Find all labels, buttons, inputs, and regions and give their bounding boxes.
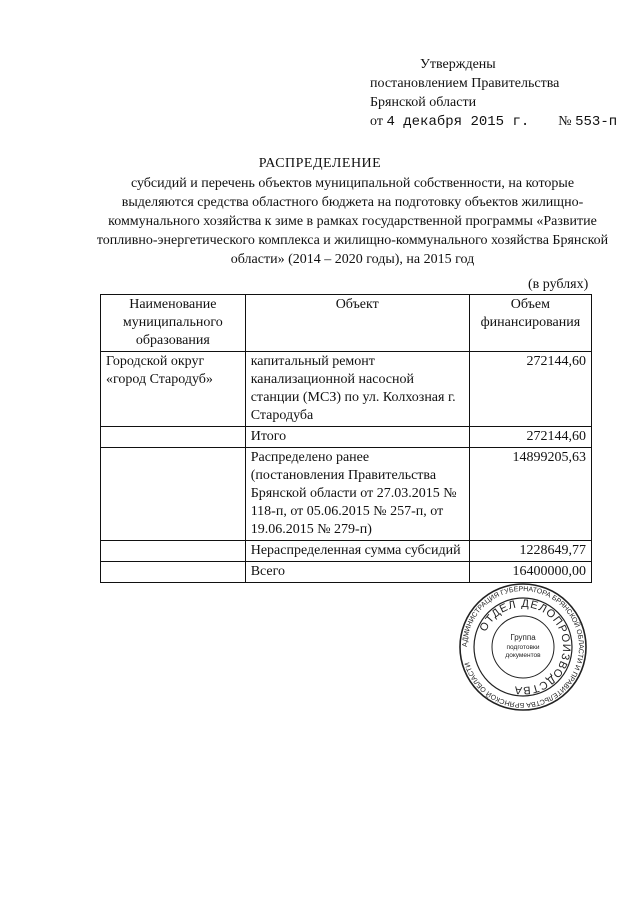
cell-amount: 272144,60 (469, 352, 591, 427)
cell-municipality: Городской округ «город Стародуб» (101, 352, 246, 427)
approval-line: Брянской области (370, 95, 477, 110)
cell-amount: 272144,60 (469, 427, 591, 448)
number-label: № (558, 114, 572, 129)
table-row (101, 352, 592, 427)
date-prefix: от (370, 114, 383, 129)
stamp-outer-text: АДМИНИСТРАЦИЯ ГУБЕРНАТОРА БРЯНСКОЙ ОБЛАСТИ И ПРАВИТЕЛЬСТВА БРЯНСКОЙ ОБЛАСТИ (461, 585, 585, 709)
approval-date: 4 декабря 2015 г. (386, 114, 530, 130)
approval-line: Утверждены (420, 57, 496, 72)
approval-block (370, 55, 617, 132)
column-header-municipality: Наименование муниципального образования (101, 295, 246, 352)
stamp-center-line: подготовки (506, 644, 540, 651)
cell-object: капитальный ремонт канализационной насосной станции (МСЗ) по ул. Колхозная г. Стародуба (245, 352, 469, 427)
cell-amount: 1228649,77 (469, 541, 591, 562)
table-row (101, 427, 592, 448)
column-header-amount: Объем финансирования (469, 295, 591, 352)
stamp-inner-text: ОТДЕЛ ДЕЛОПРОИЗВОДСТВА (477, 597, 573, 697)
column-header-object: Объект (245, 295, 469, 352)
cell-object: Всего (245, 562, 469, 583)
table-row (101, 541, 592, 562)
table-header-row (101, 295, 592, 352)
cell-object: Распределено ранее (постановления Правительства Брянской области от 27.03.2015 № 118-п, от 05.06.2015 № 257-п, от 19.06.2015 № 279-п) (245, 448, 469, 541)
approval-line: постановлением Правительства (370, 76, 560, 91)
document-subtitle: субсидий и перечень объектов муниципальной собственности, на которые выделяются средства областного бюджета на подготовку объектов жилищно-коммунального хозяйства к зиме в рамках государственной программы «Развитие топливно-энергетического комплекса и жилищно-коммунального хозяйства Брянской области» (2014 – 2020 годы), на 2015 год (96, 176, 609, 267)
cell-municipality (101, 427, 246, 448)
cell-amount: 16400000,00 (469, 562, 591, 583)
cell-amount: 14899205,63 (469, 448, 591, 541)
official-stamp (458, 582, 588, 712)
cell-municipality (101, 448, 246, 541)
cell-object: Итого (245, 427, 469, 448)
cell-municipality (101, 541, 246, 562)
stamp-center-line: документов (505, 652, 541, 659)
approval-date-line (370, 112, 617, 132)
distribution-table (100, 294, 592, 583)
cell-municipality (101, 562, 246, 583)
document-title: РАСПРЕДЕЛЕНИЕ (258, 156, 382, 171)
table-row (101, 448, 592, 541)
cell-object: Нераспределенная сумма субсидий (245, 541, 469, 562)
unit-label: (в рублях) (528, 277, 589, 292)
stamp-center-line: Группа (510, 633, 536, 642)
approval-number: 553-п (575, 114, 618, 130)
table-row (101, 562, 592, 583)
